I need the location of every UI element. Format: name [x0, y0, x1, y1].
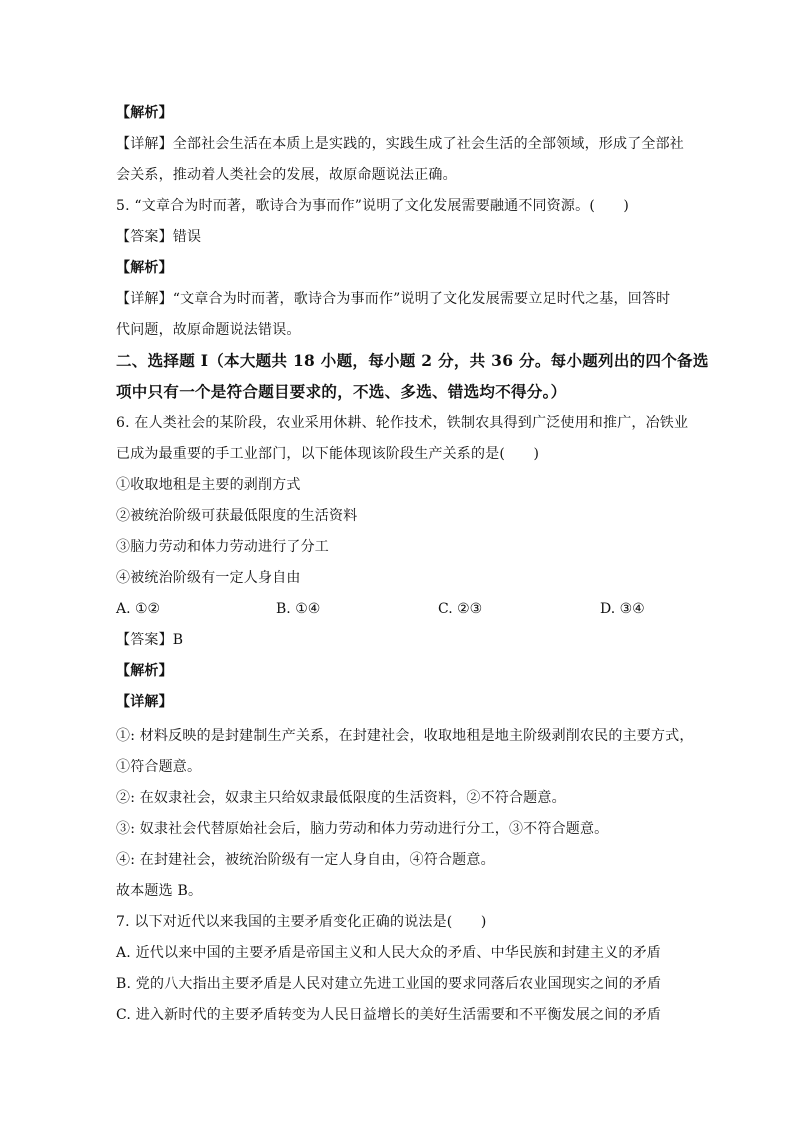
- statement-1: ①收取地租是主要的剥削方式: [116, 477, 301, 493]
- option-c: C. 进入新时代的主要矛盾转变为人民日益增长的美好生活需要和不平衡发展之间的矛盾: [116, 1007, 662, 1023]
- detail-text: 【详解】全部社会生活在本质上是实践的，实践生成了社会生活的全部领域，形成了全部社: [116, 136, 684, 152]
- detail-text: ③: 奴隶社会代替原始社会后，脑力劳动和体力劳动进行分工，③不符合题意。: [116, 821, 609, 837]
- question-5: 5. “文章合为时而著，歌诗合为事而作”说明了文化发展需要融通不同资源。( ): [116, 198, 630, 214]
- statement-3: ③脑力劳动和体力劳动进行了分工: [116, 539, 329, 555]
- detail-text: 【详解】“文章合为时而著，歌诗合为事而作”说明了文化发展需要立足时代之基，回答时: [116, 291, 671, 307]
- option-c: C. ②③: [438, 601, 483, 617]
- question-7: 7. 以下对近代以来我国的主要矛盾变化正确的说法是( ): [116, 914, 487, 930]
- section-heading: 二、选择题 I（本大题共 18 小题，每小题 2 分，共 36 分。每小题列出的四个备选: [116, 351, 709, 370]
- statement-2: ②被统治阶级可获最低限度的生活资料: [116, 508, 358, 524]
- detail-text: ①符合题意。: [116, 759, 202, 775]
- analysis-heading: 【解析】: [116, 663, 173, 679]
- question-6: 6. 在人类社会的某阶段，农业采用休耕、轮作技术，铁制农具得到广泛使用和推广，冶铁业: [116, 415, 689, 431]
- analysis-heading: 【解析】: [116, 105, 173, 121]
- option-a: A. ①②: [116, 601, 161, 617]
- option-b: B. 党的八大指出主要矛盾是人民对建立先进工业国的要求同落后农业国现实之间的矛盾: [116, 976, 662, 992]
- section-heading: 项中只有一个是符合题目要求的，不选、多选、错选均不得分。）: [116, 382, 567, 401]
- question-6: 已成为最重要的手工业部门，以下能体现该阶段生产关系的是( ): [116, 446, 540, 462]
- option-b: B. ①④: [276, 601, 321, 617]
- detail-text: ②: 在奴隶社会，奴隶主只给奴隶最低限度的生活资料，②不符合题意。: [116, 790, 566, 806]
- option-a: A. 近代以来中国的主要矛盾是帝国主义和人民大众的矛盾、中华民族和封建主义的矛盾: [116, 945, 662, 961]
- analysis-heading: 【解析】: [116, 260, 173, 276]
- answer-6: 【答案】B: [116, 632, 184, 648]
- conclusion-text: 故本题选 B。: [116, 883, 203, 899]
- detail-text: 会关系，推动着人类社会的发展，故原命题说法正确。: [116, 167, 457, 183]
- detail-text: ④: 在封建社会，被统治阶级有一定人身自由，④符合题意。: [116, 852, 495, 868]
- statement-4: ④被统治阶级有一定人身自由: [116, 570, 301, 586]
- detail-text: ①: 材料反映的是封建制生产关系，在封建社会，收取地租是地主阶级剥削农民的主要方式，: [116, 728, 694, 744]
- detail-heading: 【详解】: [116, 694, 173, 710]
- answer-5: 【答案】错误: [116, 229, 202, 245]
- detail-text: 代问题，故原命题说法错误。: [116, 322, 301, 338]
- option-d: D. ③④: [600, 601, 645, 617]
